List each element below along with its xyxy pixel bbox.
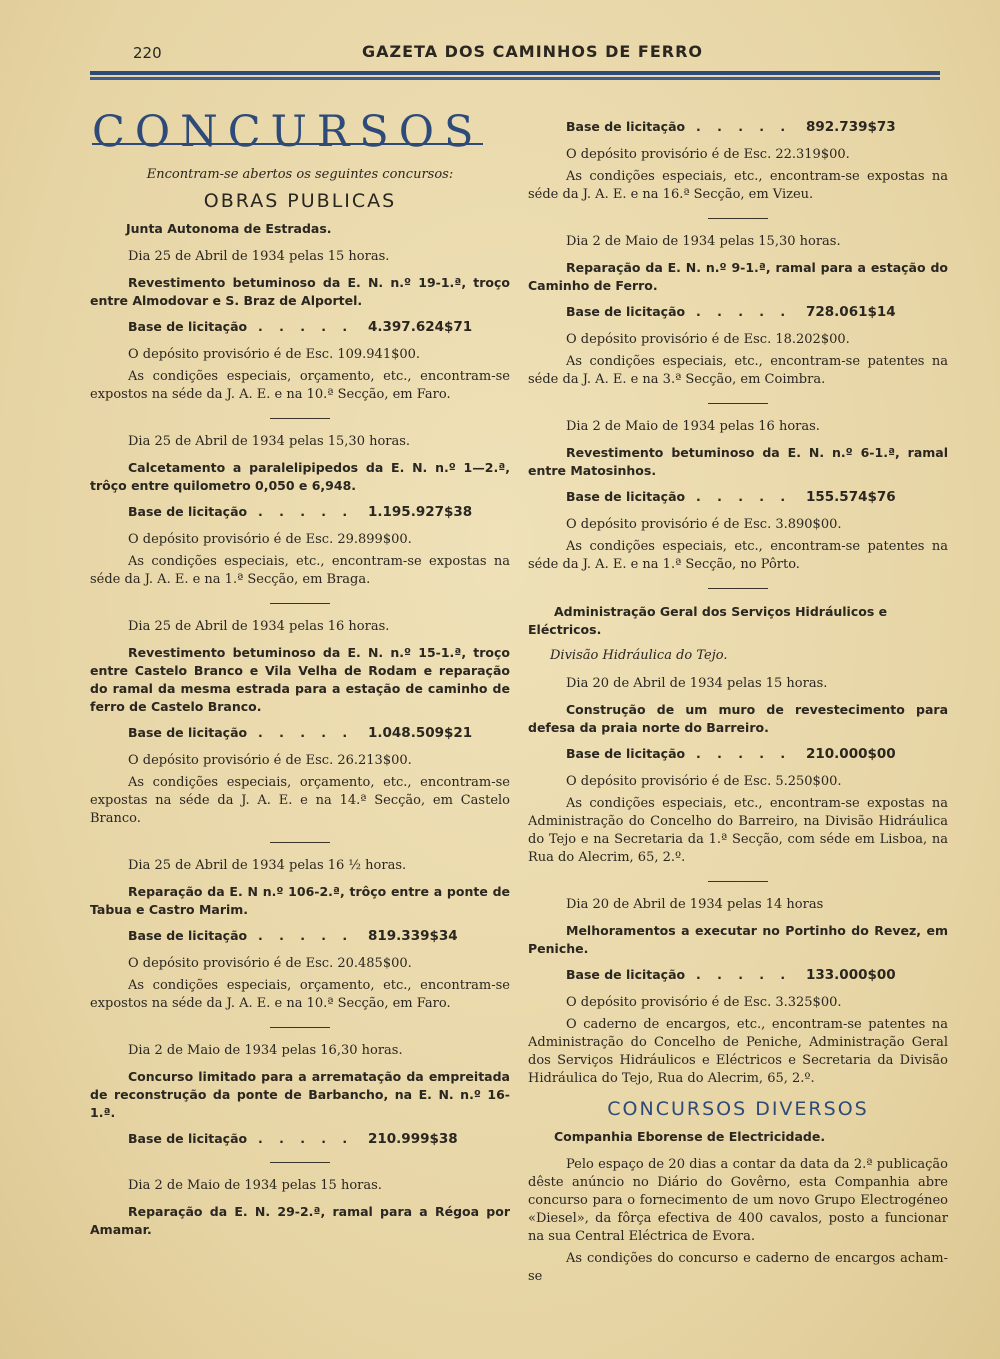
left-column	[90, 95, 510, 1247]
deposit-text: O depósito provisório é de Esc. 18.202$00.	[566, 332, 850, 347]
tender-date: Dia 25 de Abril de 1934 pelas 15,30 horas.	[128, 434, 411, 449]
tender-title: Revestimento betuminoso da E. N. n.º 15-1.ª, troço entre Castelo Branco e Vila Velha de Rodam e reparação do ramal da mesma estrada para a estação de caminho de ferro de Castelo Branco.	[90, 645, 510, 714]
tender-date: Dia 2 de Maio de 1934 pelas 15 horas.	[128, 1178, 382, 1193]
tender-title: Reparação da E. N. n.º 9-1.ª, ramal para a estação do Caminho de Ferro.	[528, 260, 948, 293]
page-number: 220	[133, 44, 162, 62]
deposit-text: O depósito provisório é de Esc. 3.890$00.	[566, 517, 842, 532]
leader-dots: . . . . .	[696, 119, 792, 134]
conditions-text: As condições especiais, orçamento, etc., encontram-se expostas na séde da J. A. E. e na 14.ª Secção, em Castelo Branco.	[90, 775, 510, 826]
base-price	[128, 1130, 510, 1148]
base-label: Base de licitação	[566, 119, 686, 134]
base-price	[128, 724, 510, 742]
separator	[270, 1162, 330, 1163]
base-value: 728.061$14	[806, 304, 896, 320]
intro-text: Encontram-se abertos os seguintes concursos:	[146, 167, 454, 182]
separator	[708, 588, 768, 589]
tender-title: Construção de um muro de revestecimento para defesa da praia norte do Barreiro.	[528, 702, 948, 735]
tender-date: Dia 25 de Abril de 1934 pelas 16 horas.	[128, 619, 390, 634]
base-price	[566, 488, 948, 506]
separator	[270, 418, 330, 419]
separator	[708, 403, 768, 404]
organization-name: Junta Autonoma de Estradas.	[126, 221, 332, 236]
leader-dots: . . . . .	[696, 304, 792, 319]
section-heading-obras: OBRAS PUBLICAS	[203, 190, 397, 212]
base-price	[128, 318, 510, 336]
base-label: Base de licitação	[566, 489, 686, 504]
tender-title: Concurso limitado para a arrematação da empreitada de reconstrução da ponte de Barbancho, na E. N. n.º 16-1.ª.	[90, 1069, 510, 1120]
tender-date: Dia 25 de Abril de 1934 pelas 15 horas.	[128, 249, 390, 264]
organization-name: Companhia Eborense de Electricidade.	[554, 1129, 826, 1144]
conditions-text: O caderno de encargos, etc., encontram-se patentes na Administração do Concelho de Peniche, Administração Geral dos Serviços Hidráulicos e Eléctricos e Secretaria da Divisão Hidráulica do Tejo, Rua do Alecrim, 65, 2.º.	[528, 1017, 948, 1086]
leader-dots: . . . . .	[258, 319, 354, 334]
conditions-text: As condições especiais, orçamento, etc., encontram-se expostos na séde da J. A. E. e na 10.ª Secção, em Faro.	[90, 978, 510, 1011]
tender-date: Dia 25 de Abril de 1934 pelas 16 ½ horas.	[128, 858, 407, 873]
conditions-text: As condições especiais, etc., encontram-se patentes na séde da J. A. E. e na 3.ª Secção, em Coimbra.	[528, 354, 948, 387]
base-label: Base de licitação	[128, 504, 248, 519]
deposit-text: O depósito provisório é de Esc. 3.325$00.	[566, 995, 842, 1010]
tender-title: Reparação da E. N. 29-2.ª, ramal para a Régoa por Amamar.	[90, 1204, 510, 1237]
division-name: Divisão Hidráulica do Tejo.	[550, 648, 728, 663]
leader-dots: . . . . .	[696, 967, 792, 982]
separator	[270, 603, 330, 604]
separator	[708, 881, 768, 882]
base-price	[566, 966, 948, 984]
base-value: 892.739$73	[806, 119, 896, 135]
conditions-text: As condições especiais, etc., encontram-se expostas na séde da J. A. E. e na 1.ª Secção, em Braga.	[90, 554, 510, 587]
base-label: Base de licitação	[566, 967, 686, 982]
separator	[270, 842, 330, 843]
page-header	[0, 38, 1000, 68]
deposit-text: O depósito provisório é de Esc. 5.250$00.	[566, 774, 842, 789]
base-value: 819.339$34	[368, 928, 458, 944]
conditions-text: As condições especiais, etc., encontram-se expostas na Administração do Concelho do Barreiro, na Divisão Hidráulica do Tejo e na Secretaria da 1.ª Secção, com séde em Lisboa, na Rua do Alecrim, 65, 2.º.	[528, 796, 948, 865]
leader-dots: . . . . .	[258, 725, 354, 740]
base-label: Base de licitação	[128, 928, 248, 943]
header-rule	[90, 71, 940, 75]
base-value: 4.397.624$71	[368, 319, 473, 335]
deposit-text: O depósito provisório é de Esc. 20.485$00.	[128, 956, 412, 971]
leader-dots: . . . . .	[258, 504, 354, 519]
base-value: 210.999$38	[368, 1131, 458, 1147]
base-value: 133.000$00	[806, 967, 896, 983]
conditions-text: As condições especiais, orçamento, etc., encontram-se expostos na séde da J. A. E. e na 10.ª Secção, em Faro.	[90, 369, 510, 402]
leader-dots: . . . . .	[258, 1131, 354, 1146]
leader-dots: . . . . .	[696, 489, 792, 504]
base-label: Base de licitação	[128, 725, 248, 740]
base-price	[566, 118, 948, 136]
deposit-text: O depósito provisório é de Esc. 109.941$00.	[128, 347, 421, 362]
page-title: CONCURSOS	[92, 107, 484, 157]
header-rule-secondary	[90, 77, 940, 80]
deposit-text: O depósito provisório é de Esc. 26.213$00.	[128, 753, 412, 768]
base-price	[566, 303, 948, 321]
base-value: 1.048.509$21	[368, 725, 473, 741]
conditions-text: As condições especiais, etc., encontram-se patentes na séde da J. A. E. e na 1.ª Secção, no Pôrto.	[528, 539, 948, 572]
tender-date: Dia 2 de Maio de 1934 pelas 15,30 horas.	[566, 234, 841, 249]
separator	[708, 218, 768, 219]
tender-date: Dia 20 de Abril de 1934 pelas 14 horas	[566, 897, 824, 912]
right-column	[528, 118, 948, 1286]
tender-date: Dia 2 de Maio de 1934 pelas 16,30 horas.	[128, 1043, 403, 1058]
base-price	[566, 745, 948, 763]
base-value: 155.574$76	[806, 489, 896, 505]
base-label: Base de licitação	[566, 746, 686, 761]
base-value: 1.195.927$38	[368, 504, 473, 520]
announcement-text: Pelo espaço de 20 dias a contar da data da 2.ª publicação dêste anúncio no Diário do Govêrno, esta Companhia abre concurso para o fornecimento de um novo Grupo Electrogéneo «Diesel», da fôrça efectiva de 400 cavalos, posto a funcionar na sua Central Eléctrica de Evora.	[528, 1157, 948, 1244]
tender-title: Calcetamento a paralelipipedos da E. N. n.º 1—2.ª, trôço entre quilometro 0,050 e 6,948.	[90, 460, 510, 493]
base-price	[128, 927, 510, 945]
tender-title: Melhoramentos a executar no Portinho do Revez, em Peniche.	[528, 923, 948, 956]
tender-date: Dia 2 de Maio de 1934 pelas 16 horas.	[566, 419, 820, 434]
leader-dots: . . . . .	[696, 746, 792, 761]
base-value: 210.000$00	[806, 746, 896, 762]
deposit-text: O depósito provisório é de Esc. 29.899$00.	[128, 532, 412, 547]
separator	[270, 1027, 330, 1028]
base-label: Base de licitação	[566, 304, 686, 319]
organization-name: Administração Geral dos Serviços Hidráulicos e Eléctricos.	[528, 604, 888, 637]
tender-title: Revestimento betuminoso da E. N. n.º 19-1.ª, troço entre Almodovar e S. Braz de Alportel.	[90, 275, 510, 308]
announcement-text-continued: As condições do concurso e caderno de encargos acham-se	[528, 1251, 948, 1284]
leader-dots: . . . . .	[258, 928, 354, 943]
base-price	[128, 503, 510, 521]
tender-title: Revestimento betuminoso da E. N. n.º 6-1.ª, ramal entre Matosinhos.	[528, 445, 948, 478]
section-heading-diversos: CONCURSOS DIVERSOS	[607, 1098, 869, 1120]
base-label: Base de licitação	[128, 319, 248, 334]
tender-title: Reparação da E. N n.º 106-2.ª, trôço entre a ponte de Tabua e Castro Marim.	[90, 884, 510, 917]
journal-title: GAZETA DOS CAMINHOS DE FERRO	[362, 42, 704, 61]
conditions-text: As condições especiais, etc., encontram-se expostas na séde da J. A. E. e na 16.ª Secção, em Vizeu.	[528, 169, 948, 202]
base-label: Base de licitação	[128, 1131, 248, 1146]
deposit-text: O depósito provisório é de Esc. 22.319$00.	[566, 147, 850, 162]
tender-date: Dia 20 de Abril de 1934 pelas 15 horas.	[566, 676, 828, 691]
